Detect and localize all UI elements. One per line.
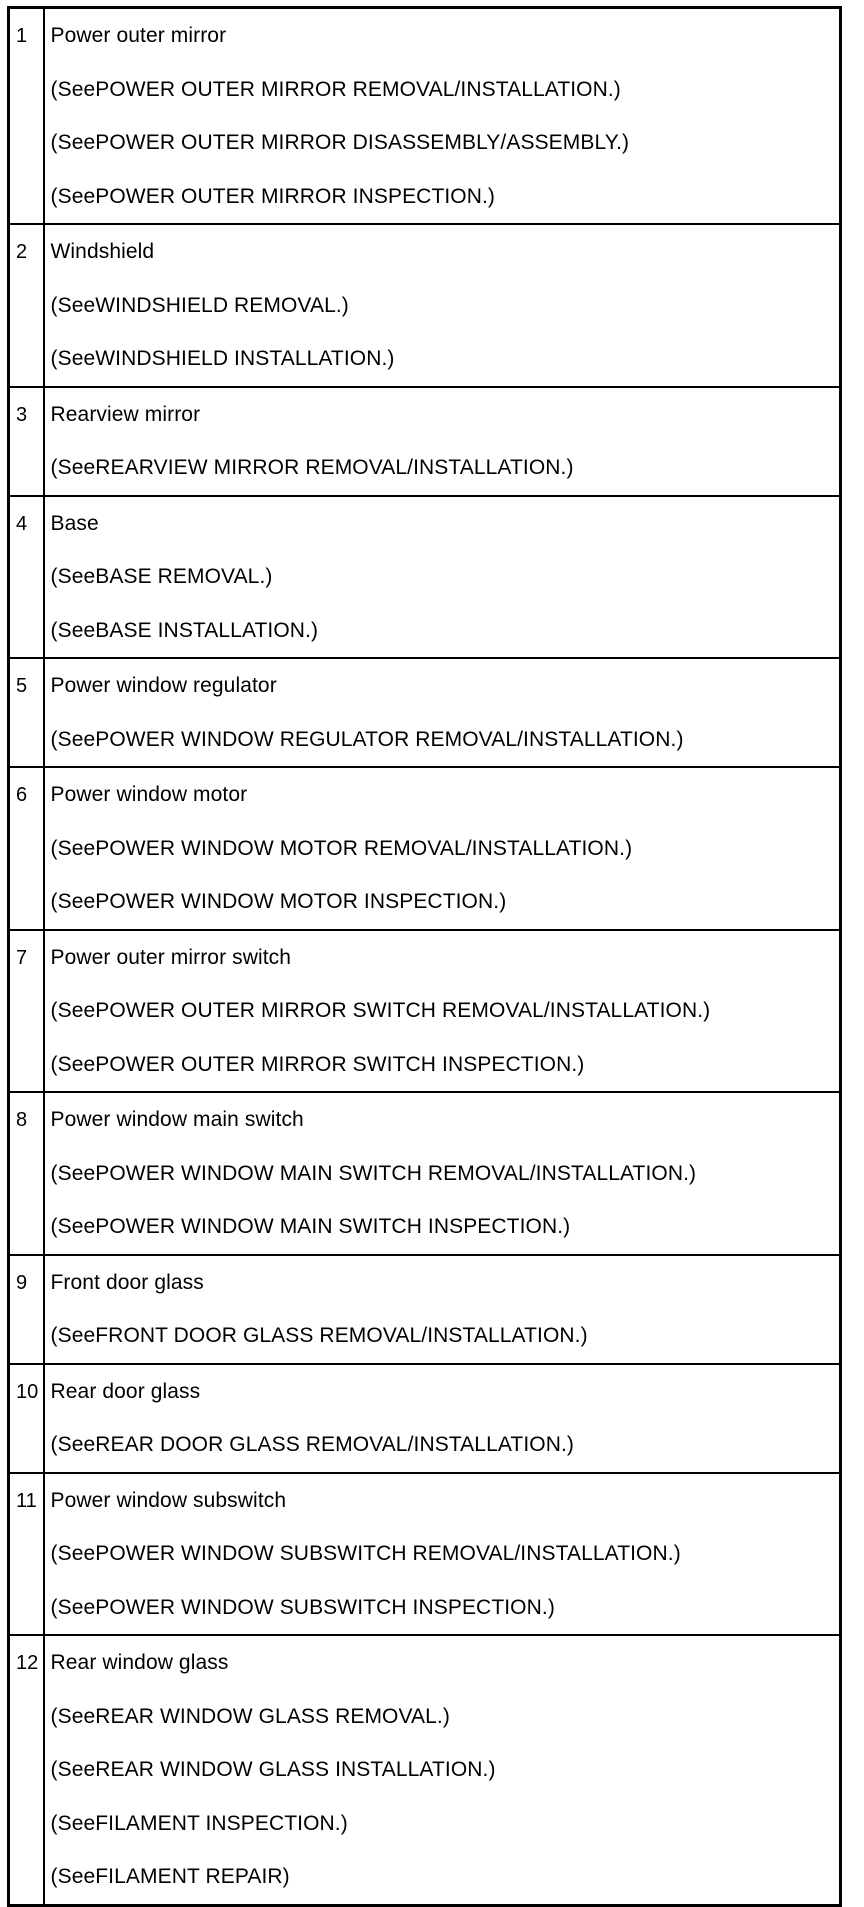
procedure-reference: (SeePOWER WINDOW SUBSWITCH INSPECTION.) <box>50 1595 555 1619</box>
item-description <box>44 496 841 659</box>
item-number: 6 <box>9 767 44 930</box>
table-row <box>9 496 841 659</box>
parts-table-body <box>9 8 841 1906</box>
procedure-reference: (SeePOWER OUTER MIRROR DISASSEMBLY/ASSEMBLY.) <box>50 131 630 154</box>
item-number: 7 <box>9 930 44 1093</box>
table-row <box>9 387 841 496</box>
item-description <box>44 224 841 387</box>
table-row <box>9 224 841 387</box>
item-number: 8 <box>9 1092 44 1255</box>
item-name: Power outer mirror switch <box>50 945 292 969</box>
item-name: Rear window glass <box>50 1651 229 1674</box>
procedure-reference: (SeePOWER WINDOW MOTOR REMOVAL/INSTALLATION.) <box>50 836 633 860</box>
item-number: 10 <box>9 1364 44 1473</box>
item-number: 3 <box>9 387 44 496</box>
table-row <box>9 658 841 767</box>
item-name: Front door glass <box>50 1270 204 1294</box>
procedure-reference: (SeeREAR DOOR GLASS REMOVAL/INSTALLATION.) <box>50 1433 574 1456</box>
item-name: Power window motor <box>50 783 248 806</box>
item-description <box>44 767 841 930</box>
item-number: 4 <box>9 496 44 659</box>
table-row <box>9 1635 841 1905</box>
procedure-reference: (SeeWINDSHIELD INSTALLATION.) <box>50 347 395 370</box>
item-description <box>44 658 841 767</box>
item-description <box>44 1364 841 1473</box>
procedure-reference: (SeePOWER WINDOW MAIN SWITCH INSPECTION.) <box>50 1215 571 1238</box>
item-name: Power window regulator <box>50 674 277 697</box>
table-row <box>9 930 841 1093</box>
procedure-reference: (SeeFRONT DOOR GLASS REMOVAL/INSTALLATION.) <box>50 1324 588 1347</box>
table-row <box>9 1473 841 1636</box>
item-description <box>44 930 841 1093</box>
table-row <box>9 1255 841 1364</box>
item-number: 2 <box>9 224 44 387</box>
procedure-reference: (SeeBASE REMOVAL.) <box>50 565 273 588</box>
item-description <box>44 8 841 225</box>
item-number: 5 <box>9 658 44 767</box>
item-description <box>44 1092 841 1255</box>
procedure-reference: (SeeREAR WINDOW GLASS REMOVAL.) <box>50 1704 450 1728</box>
item-name: Power outer mirror <box>50 24 227 47</box>
item-name: Base <box>50 511 99 535</box>
item-name: Power window main switch <box>50 1108 304 1131</box>
procedure-reference: (SeePOWER WINDOW REGULATOR REMOVAL/INSTALLATION.) <box>50 727 684 751</box>
item-number: 1 <box>9 8 44 225</box>
procedure-reference: (SeePOWER OUTER MIRROR INSPECTION.) <box>50 184 496 208</box>
table-row <box>9 1092 841 1255</box>
procedure-reference: (SeeWINDSHIELD REMOVAL.) <box>50 293 349 317</box>
procedure-reference: (SeeFILAMENT INSPECTION.) <box>50 1811 348 1835</box>
table-row <box>9 8 841 225</box>
item-number: 12 <box>9 1635 44 1905</box>
procedure-reference: (SeeREAR WINDOW GLASS INSTALLATION.) <box>50 1758 496 1781</box>
item-description <box>44 387 841 496</box>
item-number: 9 <box>9 1255 44 1364</box>
procedure-reference: (SeePOWER WINDOW SUBSWITCH REMOVAL/INSTALLATION.) <box>50 1542 681 1565</box>
item-name: Windshield <box>50 240 155 263</box>
item-name: Rearview mirror <box>50 402 201 426</box>
procedure-reference: (SeeFILAMENT REPAIR) <box>50 1865 290 1888</box>
procedure-reference: (SeeBASE INSTALLATION.) <box>50 618 319 642</box>
procedure-reference: (SeeREARVIEW MIRROR REMOVAL/INSTALLATION.) <box>50 456 574 479</box>
item-description <box>44 1255 841 1364</box>
item-number: 11 <box>9 1473 44 1636</box>
procedure-reference: (SeePOWER WINDOW MAIN SWITCH REMOVAL/INSTALLATION.) <box>50 1161 697 1185</box>
item-name: Power window subswitch <box>50 1488 287 1512</box>
table-row <box>9 767 841 930</box>
item-description <box>44 1635 841 1905</box>
table-row <box>9 1364 841 1473</box>
procedure-reference: (SeePOWER OUTER MIRROR REMOVAL/INSTALLATION.) <box>50 77 621 101</box>
procedure-reference: (SeePOWER OUTER MIRROR SWITCH REMOVAL/INSTALLATION.) <box>50 999 711 1022</box>
item-description <box>44 1473 841 1636</box>
parts-reference-table <box>7 6 842 1907</box>
procedure-reference: (SeePOWER WINDOW MOTOR INSPECTION.) <box>50 890 507 913</box>
item-name: Rear door glass <box>50 1379 201 1403</box>
procedure-reference: (SeePOWER OUTER MIRROR SWITCH INSPECTION.) <box>50 1052 585 1076</box>
